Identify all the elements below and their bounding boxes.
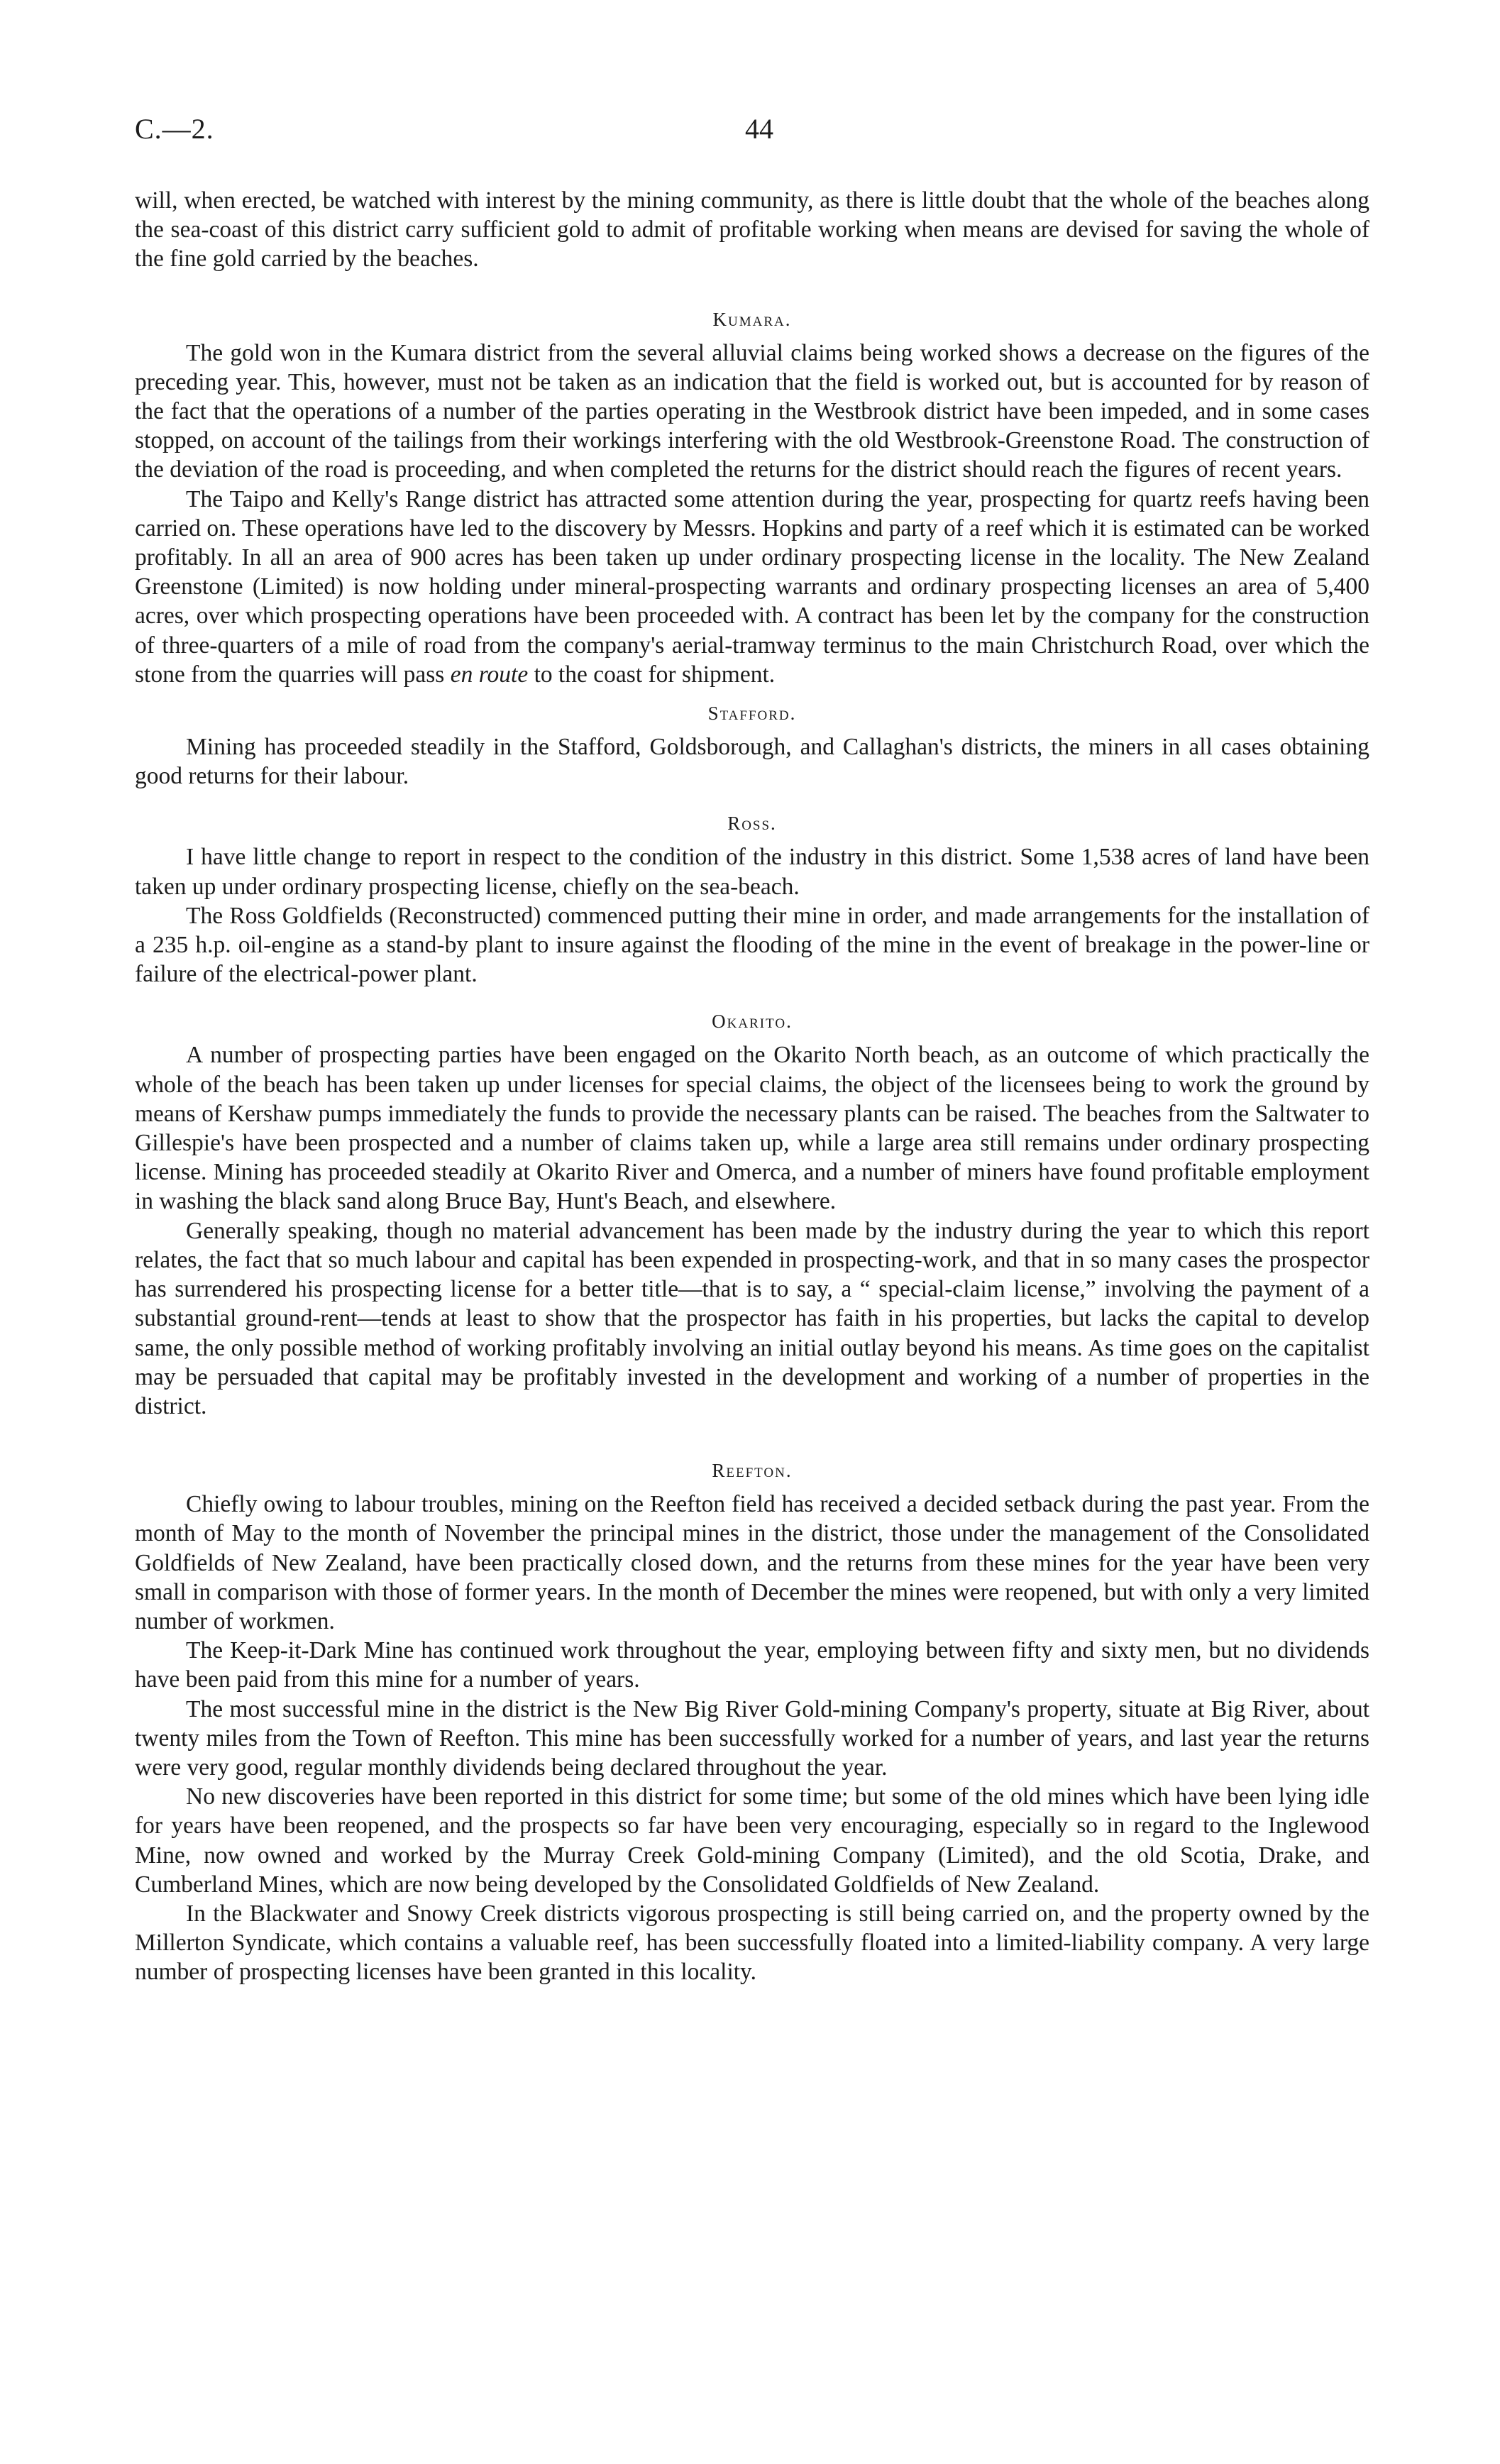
reefton-paragraph-4: No new discoveries have been reported in this district for some time; but some of the old mines which have been lying idle for years have been reopened, and the prospects so far have been very encouraging, especially so in regard to the Inglewood Mine, now owned and worked by the Murray Creek Gold-mining Company (Limited), and the old Scotia, Drake, and Cumberland Mines, which are now being developed by the Consolidated Goldfields of New Zealand.: [135, 1783, 1369, 1898]
intro-paragraph: will, when erected, be watched with interest by the mining community, as there is little doubt that the whole of the beaches along the sea-coast of this district carry sufficient gold to admit of profitable working when means are devised for saving the whole of the fine gold carried by the beaches.: [135, 187, 1369, 273]
reefton-paragraph-2: The Keep-it-Dark Mine has continued work throughout the year, employing between fifty and sixty men, but no dividends have been paid from this mine for a number of years.: [135, 1637, 1369, 1693]
kumara-paragraph-1: The gold won in the Kumara district from the several alluvial claims being worked shows a decrease on the figures of the preceding year. This, however, must not be taken as an indication that the field is worked out, but is accounted for by reason of the fact that the operations of a number of the parties operating in the Westbrook district have been impeded, and in some cases stopped, on account of the tailings from their workings interfering with the old Westbrook-Greenstone Road. The construction of the deviation of the road is proceeding, and when completed the returns for the district should reach the figures of recent years.: [135, 339, 1369, 483]
report-body: [135, 186, 1369, 1987]
okarito-paragraph-2: Generally speaking, though no material advancement has been made by the industry during the year to which this report relates, the fact that so much labour and capital has been expended in prospecting-work, and that in so many cases the prospector has surrendered his prospecting license for a better title—that is to say, a “ special-claim license,” involving the payment of a substantial ground-rent—tends at least to show that the prospector has faith in his properties, but lacks the capital to develop same, the only possible method of working profitably involving an initial outlay beyond his means. As time goes on the capitalist may be persuaded that capital may be profitably invested in the development and working of a number of properties in the district.: [135, 1217, 1369, 1419]
ross-paragraph-1: I have little change to report in respect to the condition of the industry in this district. Some 1,538 acres of land have been taken up under ordinary prospecting license, chiefly on the sea-beach.: [135, 844, 1369, 900]
kumara-paragraph-2-text-b: to the coast for shipment.: [528, 661, 776, 688]
reefton-paragraph-5: In the Blackwater and Snowy Creek districts vigorous prospecting is still being carried on, and the property owned by the Millerton Syndicate, which contains a valuable reef, has been successfully floated into a limited-liability company. A very large number of prospecting licenses have been granted in this locality.: [135, 1900, 1369, 1986]
ross-paragraph-2: The Ross Goldfields (Reconstructed) commenced putting their mine in order, and made arrangements for the installation of a 235 h.p. oil-engine as a stand-by plant to insure against the flooding of the mine in the event of breakage in the power-line or failure of the electrical-power plant.: [135, 902, 1369, 988]
stafford-paragraph-1: Mining has proceeded steadily in the Stafford, Goldsborough, and Callaghan's districts, the miners in all cases obtaining good returns for their labour.: [135, 734, 1369, 790]
section-heading-okarito: Okarito.: [712, 1011, 793, 1033]
kumara-paragraph-2-text-a: The Taipo and Kelly's Range district has attracted some attention during the year, prospecting for quartz reefs having been carried on. These operations have led to the discovery by Messrs. Hopkins and party of a reef which it is estimated can be worked profitably. In all an area of 900 acres has been taken up under ordinary prospecting license in the locality. The New Zealand Greenstone (Limited) is now holding under mineral-prospecting warrants and ordinary prospecting licenses an area of 5,400 acres, over which prospecting operations have been proceeded with. A contract has been let by the company for the construction of three-quarters of a mile of road from the company's aerial-tramway terminus to the main Christchurch Road, over which the stone from the quarries will pass: [135, 485, 1369, 688]
page-number: 44: [745, 113, 773, 145]
okarito-paragraph-1: A number of prospecting parties have been engaged on the Okarito North beach, as an outcome of which practically the whole of the beach has been taken up under licenses for special claims, the object of the licensees being to work the ground by means of Kershaw pumps immediately the funds to provide the necessary plants can be raised. The beaches from the Saltwater to Gillespie's have been prospected and a number of claims taken up, while a large area still remains under ordinary prospecting license. Mining has proceeded steadily at Okarito River and Omerca, and a number of miners have found profitable employment in washing the black sand along Bruce Bay, Hunt's Beach, and elsewhere.: [135, 1042, 1369, 1215]
section-heading-reefton: Reefton.: [712, 1460, 793, 1482]
section-heading-kumara: Kumara.: [712, 308, 792, 330]
section-heading-ross: Ross.: [727, 813, 777, 835]
reefton-paragraph-1: Chiefly owing to labour troubles, mining on the Reefton field has received a decided setback during the past year. From the month of May to the month of November the principal mines in the district, those under the management of the Consolidated Goldfields of New Zealand, have been practically closed down, and the returns from these mines for the year have been very small in comparison with those of former years. In the month of December the mines were reopened, but with only a very limited number of workmen.: [135, 1491, 1369, 1634]
page-header: [135, 112, 1369, 152]
kumara-paragraph-2: [135, 485, 1369, 689]
document-reference: C.—2.: [135, 113, 214, 145]
kumara-paragraph-2-italic: en route: [450, 661, 529, 688]
section-heading-stafford: Stafford.: [707, 703, 797, 725]
reefton-paragraph-3: The most successful mine in the district is the New Big River Gold-mining Company's property, situate at Big River, about twenty miles from the Town of Reefton. This mine has been successfully worked for a number of years, and last year the returns were very good, regular monthly dividends being declared throughout the year.: [135, 1695, 1369, 1781]
